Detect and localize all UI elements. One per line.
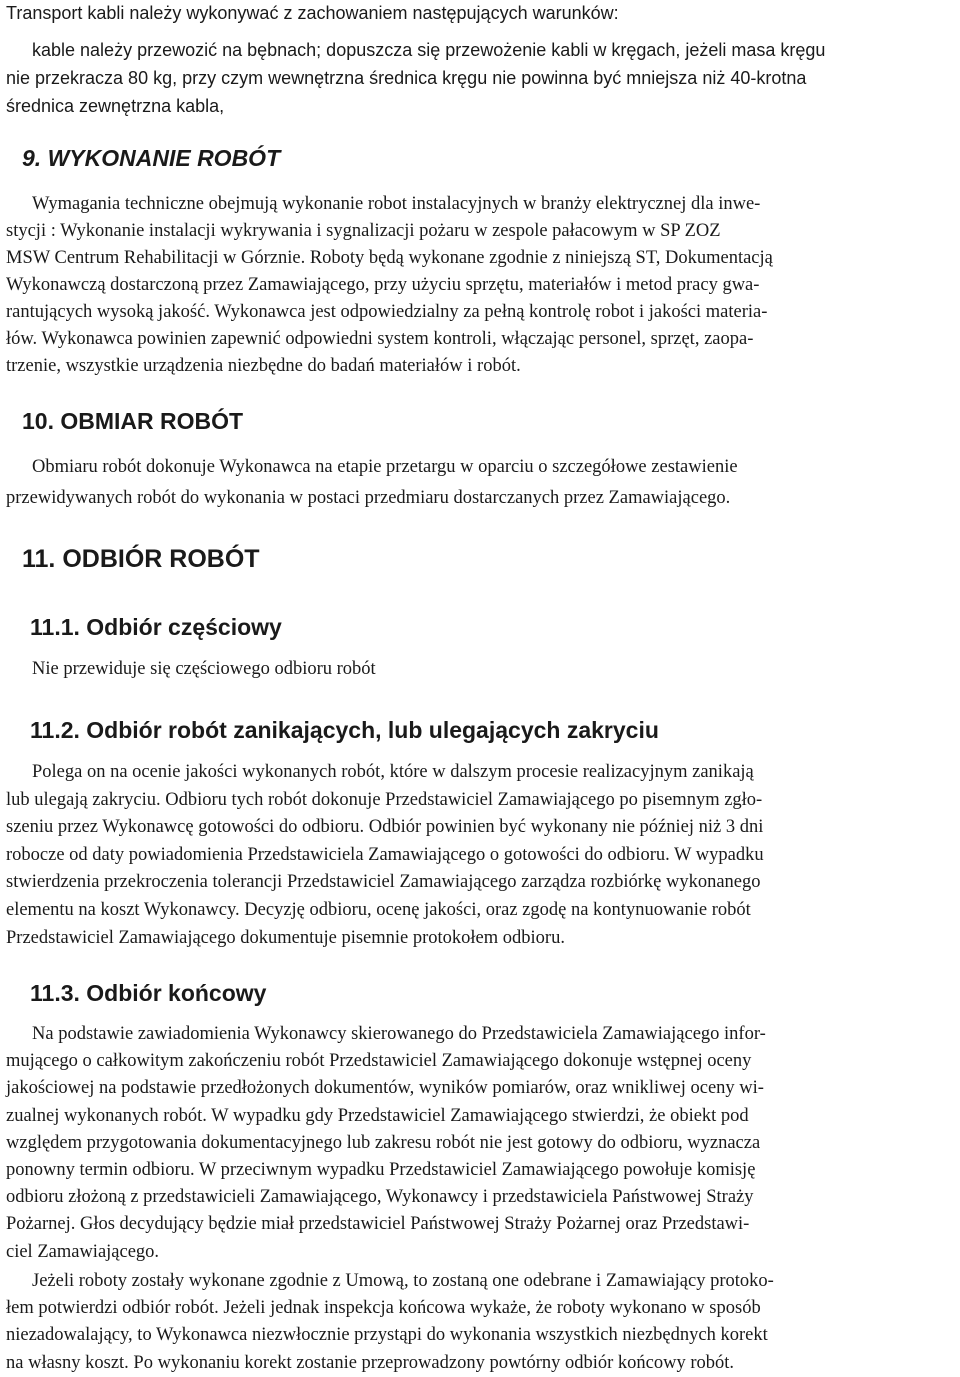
section-11-3-line: zualnej wykonanych robót. W wypadku gdy Przedstawiciel Zamawiającego stwierdzi, że obiekt pod bbox=[6, 1105, 749, 1126]
section-11-3-line: Na podstawie zawiadomienia Wykonawcy skierowanego do Przedstawiciela Zamawiającego infor- bbox=[32, 1024, 766, 1044]
section-10-body bbox=[6, 452, 954, 514]
section-11-3-line: ponowny termin odbioru. W przeciwnym wypadku Przedstawiciel Zamawiającego powołuje komisję bbox=[6, 1160, 756, 1181]
section-9-line: Wymagania techniczne obejmują wykonanie robot instalacyjnych w branży elektrycznej dla inwe- bbox=[32, 194, 761, 214]
intro-paragraph bbox=[6, 0, 954, 27]
section-9-title: 9. WYKONANIE ROBÓT bbox=[22, 145, 281, 171]
section-11-3-line: Jeżeli roboty zostały wykonane zgodnie z Umową, to zostaną one odebrane i Zamawiający protoko- bbox=[32, 1271, 774, 1291]
section-11-1-body bbox=[6, 656, 954, 683]
section-11-3-line: na własny koszt. Po wykonaniu korekt zostanie przeprowadzony powtórny odbiór końcowy robót. bbox=[6, 1352, 735, 1373]
intro-line: kable należy przewozić na bębnach; dopuszcza się przewożenie kabli w kręgach, jeżeli masa kręgu bbox=[32, 40, 826, 60]
section-11-2-line: elementu na koszt Wykonawcy. Decyzję odbioru, ocenę jakości, oraz zgodę na kontynuowanie robót bbox=[6, 899, 751, 920]
section-11-2-line: lub ulegają zakryciu. Odbioru tych robót dokonuje Przedstawiciel Zamawiającego po pisemnym zgło- bbox=[6, 789, 763, 810]
section-11-3-line: mującego o całkowitym zakończeniu robót Przedstawiciel Zamawiającego dokonuje wstępnej oceny bbox=[6, 1051, 752, 1072]
section-9-line: stycji : Wykonanie instalacji wykrywania i sygnalizacji pożaru w zespole pałacowym w SP ZOZ bbox=[6, 221, 721, 241]
section-9-line: łów. Wykonawca powinien zapewnić odpowiedni system kontroli, włączając personel, sprzęt, zaopa- bbox=[6, 329, 754, 349]
section-9-body bbox=[6, 191, 954, 380]
intro-line: nie przekracza 80 kg, przy czym wewnętrzna średnica kręgu nie powinna być mniejsza niż 40-krotna bbox=[6, 68, 807, 88]
section-11-3-line: niezadowalający, to Wykonawca niezwłocznie przystąpi do wykonania wszystkich niezbędnych korekt bbox=[6, 1325, 768, 1346]
intro-line: średnica zewnętrzna kabla, bbox=[6, 96, 225, 116]
section-9-line: Wykonawczą dostarczoną przez Zamawiającego, przy użyciu sprzętu, materiałów i metod pracy gwa- bbox=[6, 275, 760, 295]
section-11-3-line: względem przygotowania dokumentacyjnego lub zakresu robót nie jest gotowy do odbioru, wyznacza bbox=[6, 1132, 761, 1153]
section-11-3-line: jakościowej na podstawie przedłożonych dokumentów, wyników pomiarów, oraz wnikliwej oceny wi- bbox=[6, 1078, 764, 1099]
section-11-3-line: łem potwierdzi odbiór robót. Jeżeli jednak inspekcja końcowa wykaże, że roboty wykonano w sposób bbox=[6, 1298, 761, 1319]
section-11-2-line: Przedstawiciel Zamawiającego dokumentuje pisemnie protokołem odbioru. bbox=[6, 927, 565, 948]
section-11-2-line: stwierdzenia przekroczenia tolerancji Przedstawiciel Zamawiającego zarządza rozbiórkę wykonanego bbox=[6, 872, 761, 893]
section-11-2-body bbox=[6, 759, 954, 952]
section-11-title: 11. ODBIÓR ROBÓT bbox=[22, 545, 260, 573]
section-11-3-line: odbioru złożoną z przedstawicieli Zamawiającego, Wykonawcy i przedstawiciela Państwowej Straży bbox=[6, 1187, 754, 1208]
section-11-3-paragraph-2 bbox=[6, 1268, 954, 1377]
section-11-1-line: Nie przewiduje się częściowego odbioru robót bbox=[32, 659, 376, 679]
section-9-line: trzenie, wszystkie urządzenia niezbędne do badań materiałów i robót. bbox=[6, 356, 521, 376]
intro-heading-line: Transport kabli należy wykonywać z zachowaniem następujących warunków: bbox=[6, 3, 619, 23]
section-11-3-line: ciel Zamawiającego. bbox=[6, 1241, 160, 1262]
section-10-title: 10. OBMIAR ROBÓT bbox=[22, 408, 244, 434]
section-11-2-line: szeniu przez Wykonawcę gotowości do odbioru. Odbiór powinien być wykonany nie później niż 3 dni bbox=[6, 817, 764, 838]
section-11-3-line: Pożarnej. Głos decydujący będzie miał przedstawiciel Państwowej Straży Pożarnej oraz Przedstawi- bbox=[6, 1214, 750, 1235]
section-9-line: rantujących wysoką jakość. Wykonawca jest odpowiedzialny za pełną kontrolę robot i jakości materia- bbox=[6, 302, 768, 322]
section-11-3-paragraph-1 bbox=[6, 1021, 954, 1266]
section-11-2-line: Polega on na ocenie jakości wykonanych robót, które w dalszym procesie realizacyjnym zanikają bbox=[32, 762, 754, 782]
section-10-line: Obmiaru robót dokonuje Wykonawca na etapie przetargu w oparciu o szczegółowe zestawienie bbox=[32, 457, 738, 477]
section-10-line: przewidywanych robót do wykonania w postaci przedmiaru dostarczanych przez Zamawiającego. bbox=[6, 488, 731, 508]
section-9-line: MSW Centrum Rehabilitacji w Górznie. Roboty będą wykonane zgodnie z niniejszą ST, Dokumentacją bbox=[6, 248, 773, 268]
section-11-1-title: 11.1. Odbiór częściowy bbox=[30, 614, 282, 640]
section-11-3-title: 11.3. Odbiór końcowy bbox=[30, 980, 267, 1006]
intro-body bbox=[6, 36, 954, 120]
section-11-2-line: robocze od daty powiadomienia Przedstawiciela Zamawiającego o gotowości do odbioru. W wypadku bbox=[6, 844, 764, 865]
section-11-2-title: 11.2. Odbiór robót zanikających, lub ulegających zakryciu bbox=[30, 717, 659, 743]
